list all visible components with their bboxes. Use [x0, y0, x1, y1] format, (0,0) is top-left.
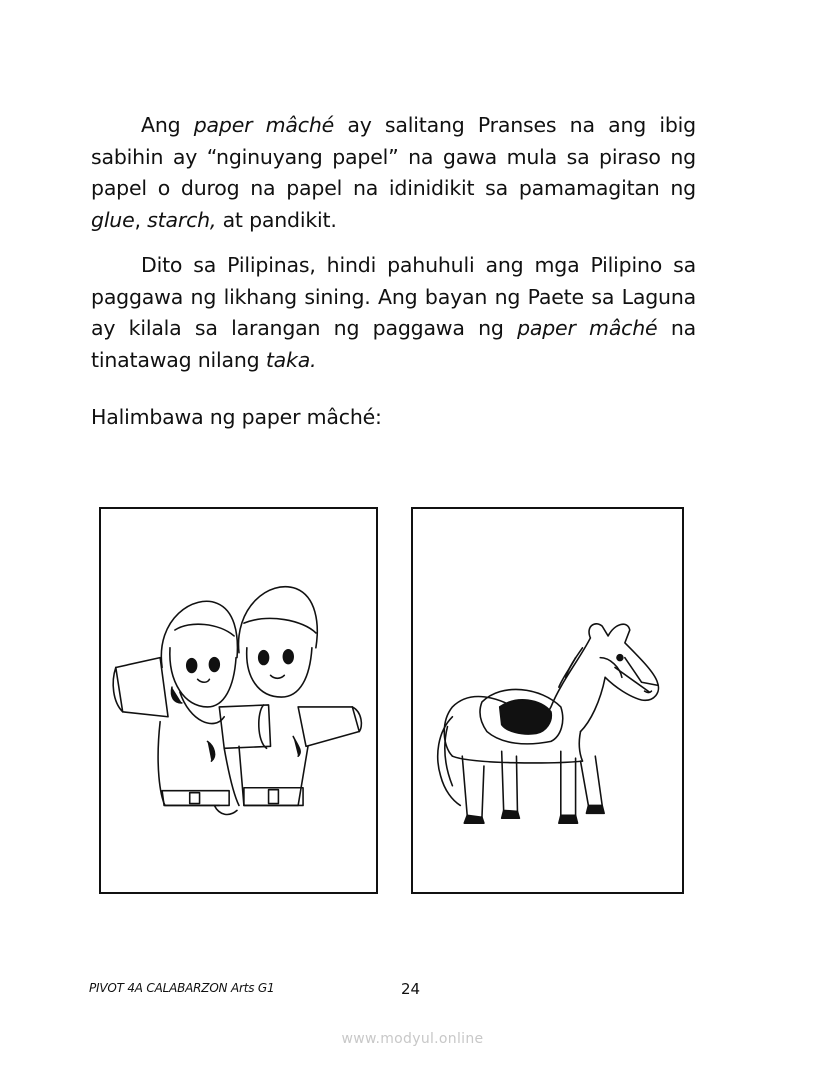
p1-term-glue: glue	[91, 207, 135, 232]
horse-illustration	[411, 507, 684, 894]
p2-term-taka: taka.	[265, 347, 317, 372]
p2-term-paper-mache: paper mâché	[517, 316, 658, 340]
two-figures-drawing	[101, 509, 376, 892]
watermark: www.modyul.online	[341, 1031, 484, 1047]
example-label: Halimbawa ng paper mâché:	[91, 405, 382, 429]
p1-term-starch: starch,	[147, 207, 217, 232]
p1-text-1: Ang	[141, 113, 194, 137]
horse-drawing	[413, 509, 682, 892]
p2-text-2: na tinatawag nilang	[91, 316, 696, 372]
footer-series-label: PIVOT 4A CALABARZON Arts G1	[89, 981, 275, 995]
p1-text-3: ,	[134, 207, 148, 232]
p1-text-2: ay salitang Pranses na ang ibig sabihin ay “nginuyang papel” na gawa mula sa piraso ng papel o durog na papel na idinidikit sa pamamagitan ng	[91, 113, 696, 200]
page-number: 24	[401, 980, 421, 998]
intro-paragraph	[91, 110, 696, 236]
p1-text-4: at pandikit.	[216, 207, 337, 232]
p1-term-paper-mache: paper mâché	[193, 113, 335, 137]
philippines-paragraph	[91, 250, 696, 376]
p2-text-1: Dito sa Pilipinas, hindi pahuhuli ang mga Pilipino sa paggawa ng likhang sining. Ang bayan ng Paete sa Laguna ay kilala sa larangan ng paggawa ng	[91, 253, 696, 340]
two-figures-illustration	[99, 507, 378, 894]
